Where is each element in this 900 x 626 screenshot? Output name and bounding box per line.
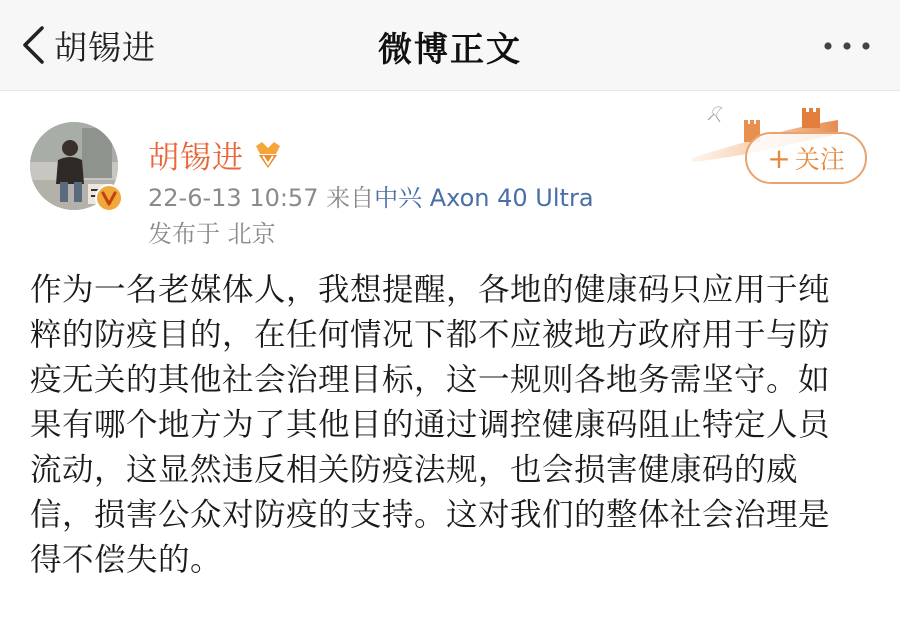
author-row	[148, 132, 284, 177]
post-body-text: 作为一名老媒体人，我想提醒，各地的健康码只应用于纯粹的防疫目的，在任何情况下都不应被地方政府用于与防疫无关的其他社会治理目标，这一规则各地务需坚守。如果有哪个地方为了其他目的通过调控健康码阻止特定人员流动，这显然违反相关防疫法规，也会损害健康码的威信，损害公众对防疫的支持。这对我们的整体社会治理是得不偿失的。	[30, 272, 831, 578]
more-dots-icon[interactable]	[822, 36, 872, 56]
post-meta	[148, 178, 594, 213]
top-nav-bar	[0, 0, 900, 91]
back-label: 胡锡进	[54, 27, 156, 67]
device-link[interactable]: 中兴 Axon 40 Ultra	[374, 184, 594, 212]
post-location: 发布于 北京	[148, 220, 276, 248]
author-name[interactable]: 胡锡进	[148, 140, 244, 176]
plus-icon: +	[767, 141, 791, 175]
member-badge-icon[interactable]	[252, 140, 284, 170]
follow-button[interactable]	[745, 132, 867, 184]
verified-v-icon	[95, 184, 123, 212]
follow-label: 关注	[794, 145, 845, 174]
post-timestamp: 22-6-13 10:57	[148, 184, 319, 212]
source-prefix: 来自	[326, 184, 375, 212]
page-title: 微博正文	[378, 30, 522, 70]
